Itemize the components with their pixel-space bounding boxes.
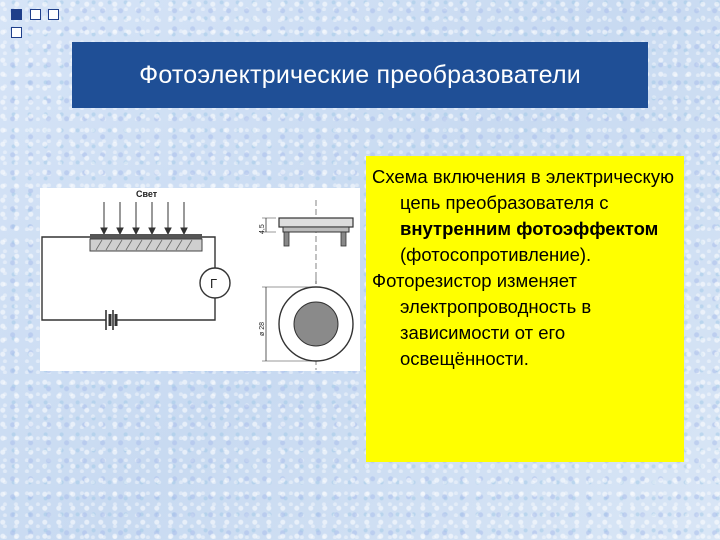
description-paragraph-2 (372, 268, 676, 372)
corner-decoration (0, 0, 60, 40)
photoresistor-circuit-figure (40, 188, 360, 371)
p2-text: Фоторезистор изменяет электропроводность в зависимости от его освещённости. (372, 270, 592, 369)
p1-bold-text: внутренним фотоэффектом (400, 218, 659, 239)
thickness-dimension: 4,5 (259, 224, 266, 234)
photoresistor-element (90, 234, 202, 251)
description-text-box (366, 156, 684, 462)
slide-title-text: Фотоэлектрические преобразователи (139, 60, 581, 89)
diameter-dimension: ø 28 (259, 321, 266, 336)
slide-title (72, 42, 648, 108)
battery-symbol (106, 310, 116, 330)
deco-square-light (30, 9, 41, 20)
circuit-diagram (40, 188, 360, 371)
deco-square-light (11, 27, 22, 38)
p1-text-end: (фотосопротивление). (400, 244, 592, 265)
p1-text: Схема включения в электрическую цепь преобразователя с (372, 166, 674, 213)
description-paragraph-1 (372, 164, 676, 268)
deco-square-dark (11, 9, 22, 20)
component-top-view (262, 278, 353, 370)
component-side-view (262, 200, 353, 284)
galvanometer-label: Г (210, 276, 218, 291)
light-label: Свет (136, 189, 158, 199)
light-arrows (101, 202, 187, 234)
deco-square-light (48, 9, 59, 20)
